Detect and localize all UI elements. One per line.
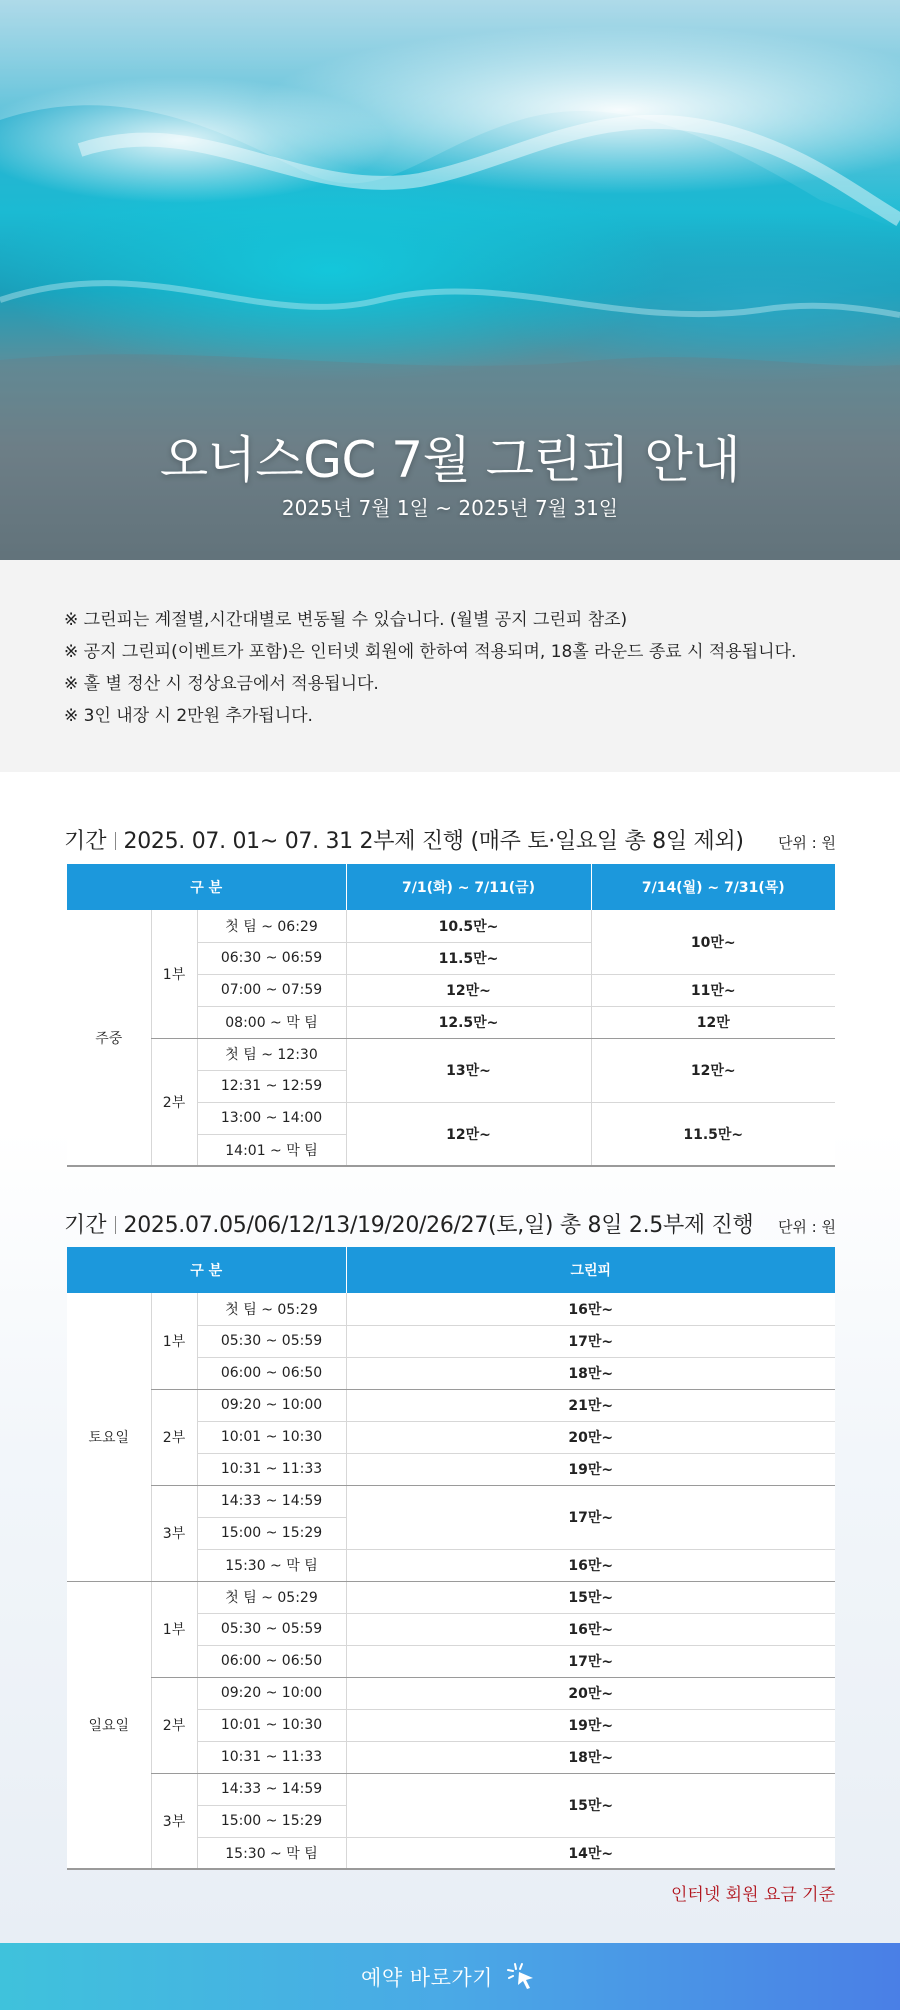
fee-cell: 10만~ [591, 910, 835, 974]
cursor-click-icon [505, 1960, 539, 1994]
period-label: 기간 [64, 829, 107, 854]
fee-cell: 17만~ [346, 1325, 835, 1357]
fee-cell: 11.5만~ [346, 942, 591, 974]
fee-cell: 15만~ [346, 1581, 835, 1613]
time-slot: 첫 팀 ~ 05:29 [197, 1293, 346, 1325]
fee-cell: 12만~ [346, 1102, 591, 1166]
fee-cell: 13만~ [346, 1038, 591, 1102]
time-slot: 10:01 ~ 10:30 [197, 1709, 346, 1741]
time-slot: 08:00 ~ 막 팀 [197, 1006, 346, 1038]
time-slot: 14:33 ~ 14:59 [197, 1773, 346, 1805]
part-label: 3부 [151, 1485, 197, 1581]
time-slot: 13:00 ~ 14:00 [197, 1102, 346, 1134]
day-label-sunday: 일요일 [67, 1581, 151, 1869]
header-period-1: 7/1(화) ~ 7/11(금) [346, 864, 591, 910]
time-slot: 첫 팀 ~ 05:29 [197, 1581, 346, 1613]
fee-cell: 19만~ [346, 1453, 835, 1485]
fee-cell: 18만~ [346, 1741, 835, 1773]
time-slot: 14:01 ~ 막 팀 [197, 1134, 346, 1166]
part-label: 1부 [151, 910, 197, 1038]
fee-cell: 12만~ [591, 1038, 835, 1102]
hero-banner [0, 0, 900, 560]
fee-cell: 12만~ [346, 974, 591, 1006]
fee-cell: 20만~ [346, 1421, 835, 1453]
header-greenfee: 그린피 [346, 1247, 835, 1293]
time-slot: 15:30 ~ 막 팀 [197, 1549, 346, 1581]
fee-cell: 19만~ [346, 1709, 835, 1741]
time-slot: 05:30 ~ 05:59 [197, 1325, 346, 1357]
time-slot: 09:20 ~ 10:00 [197, 1389, 346, 1421]
notice-line: ※ 공지 그린피(이벤트가 포함)은 인터넷 회원에 한하여 적용되며, 18홀 라운드 종료 시 적용됩니다. [64, 642, 797, 662]
time-slot: 05:30 ~ 05:59 [197, 1613, 346, 1645]
reserve-button[interactable] [0, 1943, 900, 2010]
header-category: 구 분 [67, 1247, 346, 1293]
time-slot: 07:00 ~ 07:59 [197, 974, 346, 1006]
notice-line: ※ 3인 내장 시 2만원 추가됩니다. [64, 706, 313, 726]
part-label: 1부 [151, 1293, 197, 1389]
fee-cell: 10.5만~ [346, 910, 591, 942]
day-label-saturday: 토요일 [67, 1293, 151, 1581]
weekday-section-header [64, 824, 836, 855]
fee-cell: 17만~ [346, 1645, 835, 1677]
part-label: 2부 [151, 1389, 197, 1485]
notice-box [0, 560, 900, 772]
weekend-period: 2025.07.05/06/12/13/19/20/26/27(토,일) 총 8일 2.5부제 진행 [123, 1213, 754, 1238]
weekday-period: 2025. 07. 01~ 07. 31 2부제 진행 (매주 토·일요일 총 8일 제외) [123, 829, 744, 854]
fee-cell: 16만~ [346, 1293, 835, 1325]
time-slot: 15:30 ~ 막 팀 [197, 1837, 346, 1869]
unit-label: 단위 : 원 [777, 834, 836, 852]
time-slot: 10:31 ~ 11:33 [197, 1453, 346, 1485]
fee-cell: 20만~ [346, 1677, 835, 1709]
time-slot: 15:00 ~ 15:29 [197, 1805, 346, 1837]
fee-cell: 17만~ [346, 1485, 835, 1549]
time-slot: 10:01 ~ 10:30 [197, 1421, 346, 1453]
time-slot: 06:30 ~ 06:59 [197, 942, 346, 974]
part-label: 1부 [151, 1581, 197, 1677]
time-slot: 06:00 ~ 06:50 [197, 1357, 346, 1389]
notice-line: ※ 홀 별 정산 시 정상요금에서 적용됩니다. [64, 674, 379, 694]
time-slot: 09:20 ~ 10:00 [197, 1677, 346, 1709]
fee-cell: 15만~ [346, 1773, 835, 1837]
weekend-section-header [64, 1208, 836, 1239]
fee-cell: 16만~ [346, 1549, 835, 1581]
day-label: 주중 [67, 910, 151, 1166]
fee-cell: 12만 [591, 1006, 835, 1038]
unit-label: 단위 : 원 [777, 1218, 836, 1236]
fee-cell: 11만~ [591, 974, 835, 1006]
time-slot: 14:33 ~ 14:59 [197, 1485, 346, 1517]
fee-cell: 21만~ [346, 1389, 835, 1421]
period-label: 기간 [64, 1213, 107, 1238]
time-slot: 첫 팀 ~ 12:30 [197, 1038, 346, 1070]
time-slot: 12:31 ~ 12:59 [197, 1070, 346, 1102]
fee-cell: 16만~ [346, 1613, 835, 1645]
reserve-button-label: 예약 바로가기 [361, 1965, 493, 1990]
weekday-fee-table [67, 864, 835, 1167]
fee-cell: 18만~ [346, 1357, 835, 1389]
notice-line: ※ 그린피는 계절별,시간대별로 변동될 수 있습니다. (월별 공지 그린피 참조) [64, 610, 628, 630]
fee-cell: 14만~ [346, 1837, 835, 1869]
fee-cell: 11.5만~ [591, 1102, 835, 1166]
fee-cell: 12.5만~ [346, 1006, 591, 1038]
part-label: 2부 [151, 1038, 197, 1166]
divider [115, 1216, 116, 1234]
page-title: 오너스GC 7월 그린피 안내 [159, 431, 741, 489]
part-label: 3부 [151, 1773, 197, 1869]
part-label: 2부 [151, 1677, 197, 1773]
time-slot: 10:31 ~ 11:33 [197, 1741, 346, 1773]
weekend-fee-table [67, 1247, 835, 1870]
time-slot: 15:00 ~ 15:29 [197, 1517, 346, 1549]
footnote: 인터넷 회원 요금 기준 [670, 1885, 835, 1905]
page-subtitle: 2025년 7월 1일 ~ 2025년 7월 31일 [281, 496, 619, 520]
header-period-2: 7/14(월) ~ 7/31(목) [591, 864, 835, 910]
time-slot: 06:00 ~ 06:50 [197, 1645, 346, 1677]
divider [115, 832, 116, 850]
time-slot: 첫 팀 ~ 06:29 [197, 910, 346, 942]
header-category: 구 분 [67, 864, 346, 910]
